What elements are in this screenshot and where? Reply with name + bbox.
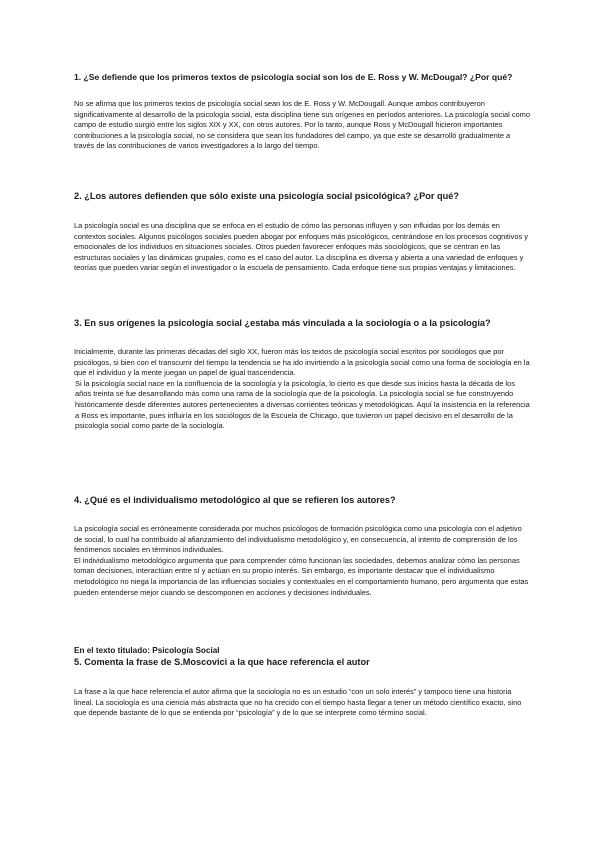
answer-3 xyxy=(74,347,530,432)
answer-2-paragraph: La psicología social es una disciplina que se enfoca en el estudio de cómo las personas influyen y son influidas por los demás en contextos sociales. Algunos psicólogos sociales pueden abogar por enfoques más psicológicos, centrándose en los procesos cognitivos y emocionales de los individuos en situaciones sociales. Otros pueden favorecer enfoques más sociológicos, que se centran en las estructuras sociales y las dinámicas grupales, como es el caso del autor. La disciplina es diversa y abierta a una variedad de enfoques y teorías que pueden variar según el investigador o la escuela de pensamiento. Cada enfoque tiene sus propias ventajas y limitaciones. xyxy=(74,221,528,273)
answer-2 xyxy=(74,221,530,274)
answer-1 xyxy=(74,99,530,152)
answer-3-paragraph-1: Inicialmente, durante las primeras décadas del siglo XX, fueron más los textos de psicología social escritos por sociólogos que por psicólogos, si bien con el transcurrir del tiempo la tendencia se ha ido invirtiendo a la psicología social como una forma de sociología en la que el individuo y la mente juegan un papel de igual trascendencia. xyxy=(74,347,530,378)
answer-5-paragraph: La frase a la que hace referencia el autor afirma que la sociología no es un estudio “con un solo interés” y tampoco tiene una historia lineal. La sociología es una ciencia más abstracta que no ha crecido con el tiempo hasta llegar a tener un método científico exacto, sino que depende bastante de lo que se entienda por “psicología” y de lo que se interprete como término social. xyxy=(74,687,522,718)
question-3: 3. En sus orígenes la psicología social ¿estaba más vinculada a la sociología o a la psicología? xyxy=(74,318,491,328)
answer-4-paragraph-1: La psicología social es erróneamente considerada por muchos psicólogos de formación psicológica como una psicología con el adjetivo de social, lo cual ha contribuido al afianzamiento del individualismo metodológico y, en consecuencia, al intento de comprensión de los fenómenos sociales en términos individuales. xyxy=(74,524,522,555)
answer-4 xyxy=(74,524,530,598)
question-1: 1. ¿Se defiende que los primeros textos de psicología social son los de E. Ross y W. McDougal? ¿Por qué? xyxy=(74,72,513,82)
question-2: 2. ¿Los autores defienden que sólo existe una psicología social psicológica? ¿Por qué? xyxy=(74,191,459,201)
question-5: 5. Comenta la frase de S.Moscovici a la que hace referencia el autor xyxy=(74,657,370,667)
answer-1-paragraph: No se afirma que los primeros textos de psicología social sean los de E. Ross y W. McDougall. Aunque ambos contribuyeron significativamente al desarrollo de la psicología social, esta disciplina tiene sus orígenes en períodos anteriores. La psicología social como campo de estudio surgió entre los siglos XIX y XX, con otros autores. Por lo tanto, aunque Ross y McDougall hicieron importantes contribuciones a la psicología social, no se considera que sean los fundadores del campo, ya que este se desarrolló gradualmente a través de las contribuciones de varios investigadores a lo largo del tiempo. xyxy=(74,99,531,151)
answer-4-paragraph-2: El individualismo metodológico argumenta que para comprender cómo funcionan las sociedades, debemos analizar cómo las personas toman decisiones, interactúan entre sí y actúan en su propio interés. Sin embargo, es importante destacar que el individualismo metodológico no niega la importancia de las influencias sociales y contextuales en el comportamiento humano, pero argumenta que estas pueden entenderse mejor cuando se descomponen en acciones y decisiones individuales. xyxy=(74,555,529,597)
question-4: 4. ¿Qué es el individualismo metodológico al que se refieren los autores? xyxy=(74,495,396,505)
text-title-reference: En el texto titulado: Psicología Social xyxy=(74,646,220,655)
answer-5 xyxy=(74,687,530,719)
answer-3-paragraph-2: Si la psicología social nace en la confluencia de la sociología y la psicología, lo cierto es que desde sus inicios hasta la década de los años treinta se fue desarrollando más como una rama de la sociología que de la psicología. La psicología social se fue construyendo históricamente desde diferentes autores pertenecientes a diversas corrientes teóricas y metodológicas. Aquí la insistencia en la referencia a Ross es importante, pues influiría en los sociólogos de la Escuela de Chicago, que tuvieron un papel decisivo en el desarrollo de la psicología social como parte de la sociología. xyxy=(75,378,530,431)
